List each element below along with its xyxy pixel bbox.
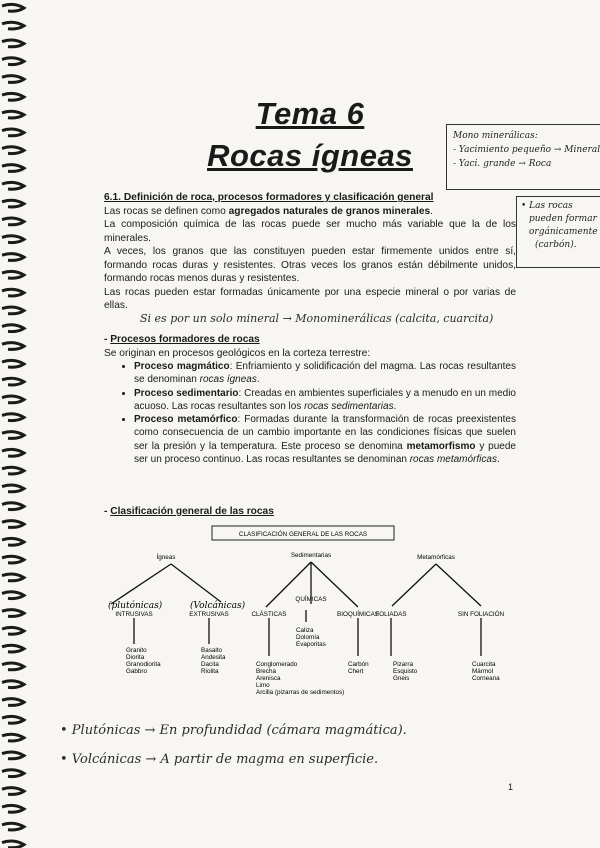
spiral-loop: [2, 681, 24, 688]
node-bioquimicas: BIOQUÍMICAS: [337, 611, 379, 618]
title-line-2: Rocas ígneas: [207, 138, 413, 173]
process-text: : Formadas durante la transformación de rocas preexistentes como consecuencia de un cambio importante en las condiciones físicas que suelen ser la presión y la temperatura. Este proceso se denomina: [134, 414, 516, 452]
rock-item: Esquisto: [393, 668, 418, 675]
spiral-loop: [2, 574, 24, 581]
p1-text: Las rocas se definen como: [104, 205, 229, 217]
spiral-loop: [2, 521, 24, 528]
section1-p1: [104, 205, 516, 219]
rock-item: Pizarra: [393, 661, 413, 668]
spiral-loop: [2, 289, 24, 296]
section-processes: [104, 333, 516, 466]
spiral-loop: [2, 788, 24, 795]
margin-note-top: [446, 124, 600, 190]
rock-item: Andesita: [201, 654, 226, 661]
node-foliadas: FOLIADAS: [375, 611, 407, 618]
section1-p4: Las rocas pueden estar formadas únicamente por una especie mineral o por varias de ellas.: [104, 286, 516, 311]
section1-p3: A veces, los granos que las constituyen pueden estar firmemente unidos entre sí, formando rocas duras y resistentes. Otras veces los granos están débilmente unidos, formando rocas menos duras y resistentes.: [104, 246, 516, 284]
section2-dash: -: [104, 334, 111, 345]
process-end: .: [496, 454, 500, 466]
rock-item: Gneis: [393, 675, 410, 682]
spiral-loop: [2, 770, 24, 777]
spiral-loop: [2, 76, 24, 83]
rock-item: Caliza: [296, 627, 314, 634]
p1-bold: agregados naturales de granos minerales: [228, 205, 431, 217]
hw-volcanicas: (Volcánicas): [190, 601, 246, 611]
process-italic: rocas ígneas: [199, 374, 257, 386]
margin-note-top-line1: Mono minerálicas:: [453, 131, 538, 141]
section1-p2: La composición química de las rocas puede ser mucho más variable que la de los minerales.: [104, 219, 516, 244]
spiral-loop: [2, 22, 24, 29]
spiral-loop: [2, 823, 24, 830]
rock-item: Chert: [348, 668, 364, 675]
process-text: : Enfriamiento y solidificación del magma. Las rocas resultantes se denominan: [134, 361, 516, 386]
node-metamorficas: Metamórficas: [417, 554, 455, 561]
node-clasticas: CLÁSTICAS: [251, 611, 287, 618]
rock-item: Corneana: [472, 675, 500, 682]
spiral-loop: [2, 627, 24, 634]
section2-heading: Procesos formadores de rocas: [110, 334, 260, 345]
list-quimicas: [296, 627, 326, 648]
node-sedimentarias: Sedimentarias: [290, 552, 332, 559]
spiral-loop: [2, 805, 24, 812]
rock-item: Arcilla (pizarras de sedimentos): [256, 689, 345, 696]
node-extrusivas: EXTRUSIVAS: [189, 611, 229, 618]
rock-item: Conglomerado: [256, 661, 298, 668]
rock-item: Diorita: [126, 654, 145, 661]
page-number: 1: [508, 782, 514, 792]
spiral-loop: [2, 40, 24, 47]
list-clasticas: [256, 661, 344, 696]
diagram-title: CLASIFICACIÓN GENERAL DE LAS ROCAS: [238, 531, 368, 538]
spiral-loop: [2, 556, 24, 563]
process-name: Proceso sedimentario: [134, 387, 239, 399]
title-line-1: Tema 6: [255, 96, 365, 131]
process-italic: rocas metamórficas: [409, 454, 497, 466]
rock-item: Gabbro: [126, 668, 148, 675]
margin-note-side-line4: (carbón).: [535, 240, 577, 250]
list-bioquimicas: [348, 661, 369, 675]
list-sin-foliacion: [472, 661, 500, 682]
spiral-loop: [2, 236, 24, 243]
rock-item: Cuarcita: [472, 661, 496, 668]
spiral-loop: [2, 663, 24, 670]
spiral-loop: [2, 378, 24, 385]
spiral-loop: [2, 734, 24, 741]
rock-item: Brecha: [256, 668, 276, 675]
node-quimicas: QUÍMICAS: [295, 596, 327, 603]
handnote-volcanicas: • Volcánicas → A partir de magma en superficie.: [60, 752, 379, 767]
rock-item: Arenisca: [256, 675, 281, 682]
rock-item: Basalto: [201, 647, 223, 654]
process-text: : Creadas en ambientes superficiales y a menudo en un medio acuoso. Las rocas resultantes son los: [134, 387, 516, 412]
margin-note-side: [516, 196, 600, 268]
spiral-loop: [2, 271, 24, 278]
spiral-loop: [2, 396, 24, 403]
spiral-loop: [2, 218, 24, 225]
rock-item: Riolita: [201, 668, 219, 675]
rock-item: Evaporitas: [296, 641, 326, 648]
spiral-loop: [2, 58, 24, 65]
classification-diagram: [96, 522, 536, 710]
rock-item: Dacita: [201, 661, 219, 668]
spiral-loop: [2, 432, 24, 439]
spiral-loop: [2, 485, 24, 492]
process-name: Proceso metamórfico: [134, 414, 238, 426]
rock-item: Granodiorita: [126, 661, 161, 668]
margin-note-side-line3: orgánicamente: [529, 227, 598, 237]
spiral-loop: [2, 503, 24, 510]
spiral-loop: [2, 414, 24, 421]
spiral-loop: [2, 538, 24, 545]
margin-note-top-line3: - Yaci. grande → Roca: [453, 159, 552, 169]
rock-item: Carbón: [348, 661, 369, 668]
section-classification: [104, 505, 516, 519]
spiral-loop: [2, 307, 24, 314]
spiral-loop: [2, 752, 24, 759]
hw-plutonicas: (plutónicas): [108, 601, 163, 611]
spiral-loop: [2, 610, 24, 617]
process-bold: metamorfismo: [406, 440, 476, 452]
rock-item: Limo: [256, 682, 270, 689]
section1-handwritten: Si es por un solo mineral → Monominerálicas (calcita, cuarcita): [140, 311, 494, 325]
spiral-loop: [2, 4, 24, 11]
list-intrusivas: [126, 647, 161, 675]
rock-item: Mármol: [472, 668, 493, 675]
spiral-loop: [2, 254, 24, 261]
spiral-loop: [2, 699, 24, 706]
spiral-loop: [2, 645, 24, 652]
list-foliadas: [393, 661, 418, 682]
spiral-loop: [2, 360, 24, 367]
node-sin-foliacion: SIN FOLIACIÓN: [457, 611, 505, 618]
spiral-loop: [2, 467, 24, 474]
node-intrusivas: INTRUSIVAS: [115, 611, 153, 618]
section3-heading-line: [104, 505, 516, 519]
spiral-loop: [2, 343, 24, 350]
rock-item: Granito: [126, 647, 147, 654]
spiral-loop: [2, 592, 24, 599]
process-sedimentary: [134, 387, 516, 414]
process-text-2: y puede ser un proceso continuo. Las rocas resultantes se denominan: [134, 440, 516, 466]
spiral-loop: [2, 325, 24, 332]
list-extrusivas: [201, 647, 226, 675]
section3-heading: Clasificación general de las rocas: [110, 506, 274, 517]
spiral-loop: [2, 182, 24, 189]
spiral-loop: [2, 449, 24, 456]
process-name: Proceso magmático: [134, 361, 230, 372]
margin-note-side-line2: pueden formar: [529, 214, 597, 224]
process-metamorphic: [134, 413, 516, 466]
section3-dash: -: [104, 506, 111, 517]
spiral-loop: [2, 200, 24, 207]
p1-end: .: [430, 205, 433, 217]
handnote-plutonicas: • Plutónicas → En profundidad (cámara magmática).: [60, 723, 407, 738]
section2-intro: Se originan en procesos geológicos en la corteza terrestre:: [104, 347, 371, 359]
spiral-loop: [2, 716, 24, 723]
section1-heading: 6.1. Definición de roca, procesos formadores y clasificación general: [104, 192, 434, 203]
margin-note-top-line2: - Yacimiento pequeño → Mineral: [453, 145, 600, 155]
node-igneas: Ígneas: [156, 554, 176, 561]
process-end: .: [393, 400, 397, 412]
process-list: [104, 360, 516, 466]
section-definition: [104, 191, 516, 325]
process-end: .: [256, 374, 260, 386]
process-italic: rocas sedimentarias: [304, 400, 394, 412]
section2-heading-line: [104, 333, 516, 347]
spiral-loop: [2, 841, 24, 848]
process-magmatic: [134, 360, 516, 387]
margin-note-side-line1: • Las rocas: [521, 201, 573, 211]
rock-item: Dolomía: [296, 634, 320, 641]
